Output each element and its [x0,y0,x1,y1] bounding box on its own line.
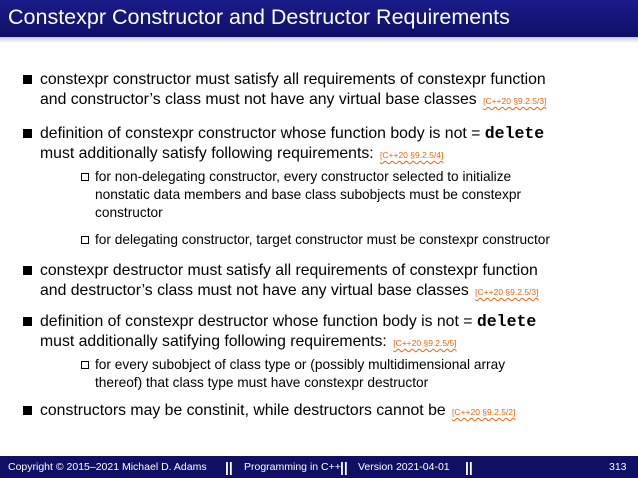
footer-separator: || [465,459,473,475]
standard-reference: [C++20 §9.2.5/4] [380,150,444,160]
bullet-text: constexpr constructor must satisfy all requirements of constexpr function and constructor’s class must not have any virtual base classes [C++20 §9.2.5/3] [40,71,547,108]
bullet-square-icon [23,317,32,326]
footer-copyright: Copyright © 2015–2021 Michael D. Adams [8,461,207,473]
standard-reference: [C++20 §9.2.5/3] [475,287,539,297]
sub-bullet-box-icon [81,236,89,244]
sub-bullet-box-icon [81,361,89,369]
sub-bullet-text: for delegating constructor, target constructor must be constexpr constructor [95,232,550,247]
bullet-square-icon [23,266,32,275]
slide-title: Constexpr Constructor and Destructor Requirements [8,5,510,29]
sub-bullet-subobject [95,356,625,392]
bullet-square-icon [23,129,32,138]
sub-bullet-text: for non-delegating constructor, every constructor selected to initialize nonstatic data members and base class subobjects must be constexpr constructor [95,169,522,220]
footer-course: Programming in C++ [244,461,341,473]
standard-reference: [C++20 §9.2.5/3] [483,96,547,106]
footer-separator: || [225,459,233,475]
bullet-text: definition of constexpr destructor whose function body is not = delete must additionally satifying following requirements: [C++20 §9.2.5/5] [40,312,537,350]
footer-bar [0,456,638,478]
code-delete: delete [484,124,545,143]
sub-bullet-text: for every subobject of class type or (possibly multidimensional array thereof) that class type must have constexpr destructor [95,357,506,390]
standard-reference: [C++20 §9.2.5/2] [452,407,516,417]
bullet-constructor-definition [40,124,628,165]
footer-separator: || [340,459,348,475]
sub-bullet-non-delegating [95,168,625,222]
footer-version: Version 2021-04-01 [358,461,450,473]
bullet-constinit [40,401,628,422]
bullet-text: constructors may be constinit, while destructors cannot be [C++20 §9.2.5/2] [40,402,516,419]
bullet-constexpr-destructor [40,261,628,302]
page-number: 313 [609,461,627,473]
sub-bullet-delegating [95,231,625,249]
bullet-constexpr-constructor [40,70,628,111]
bullet-text: definition of constexpr constructor whose function body is not = delete must additionally satisfy following requirements: [C++20 §9.2.5/4] [40,124,545,162]
bullet-square-icon [23,406,32,415]
bullet-text: constexpr destructor must satisfy all requirements of constexpr function and destructor’s class must not have any virtual base classes [C++20 §9.2.5/3] [40,262,539,299]
standard-reference: [C++20 §9.2.5/5] [393,338,457,348]
bullet-destructor-definition [40,312,628,353]
bullet-square-icon [23,75,32,84]
code-delete: delete [476,312,537,331]
sub-bullet-box-icon [81,173,89,181]
